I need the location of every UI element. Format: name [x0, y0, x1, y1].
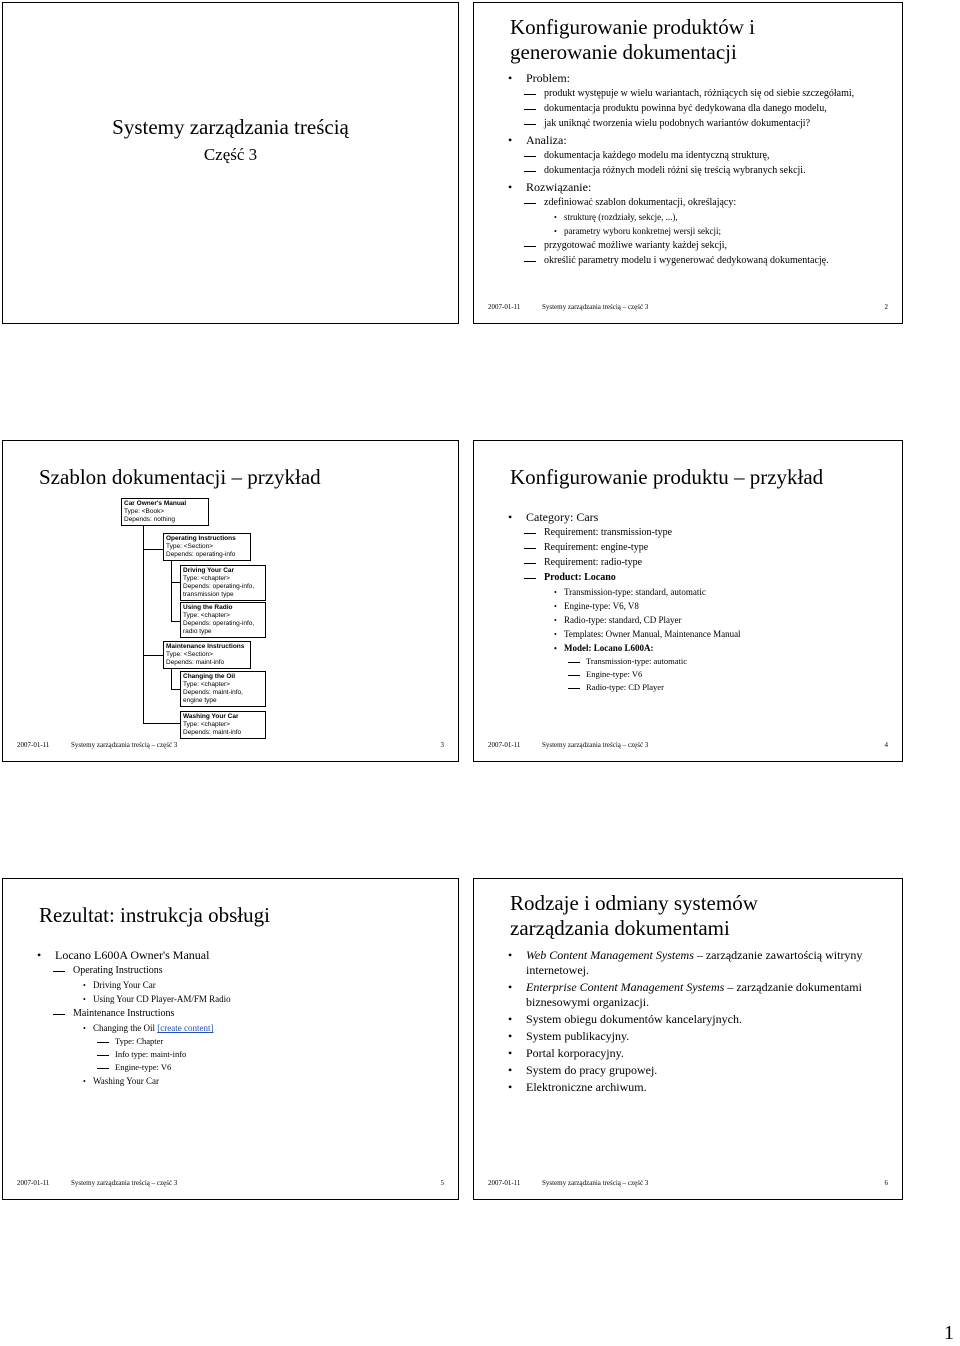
slide-5-footer: [3, 1179, 458, 1191]
bullet-problem-2: dokumentacja produktu powinna być dedykowana dla danego modelu,: [506, 102, 894, 116]
ecm-term: Enterprise Content Management Systems: [526, 980, 725, 994]
bullet-model-1: Transmission-type: automatic: [506, 655, 894, 668]
bullet-product-3: • Radio-type: standard, CD Player: [506, 614, 894, 627]
bullet-rozw-2: przygotować możliwe warianty każdej sekcji,: [506, 239, 894, 253]
bullet-model-2: Engine-type: V6: [506, 668, 894, 681]
bullet-system-5: • Elektroniczne archiwum.: [506, 1080, 894, 1095]
footer-date: 2007-01-11: [488, 1179, 521, 1187]
footer-date: 2007-01-11: [488, 303, 521, 311]
slide-6-title-line1: Rodzaje i odmiany systemów: [510, 891, 758, 915]
slide-4-footer: [474, 741, 902, 753]
slide-2-footer: [474, 303, 902, 315]
slide-5-title: Rezultat: instrukcja obsługi: [39, 903, 270, 927]
oil-label: Changing the Oil: [93, 1023, 155, 1033]
tree-line: [171, 666, 172, 690]
tree-line: [143, 549, 163, 550]
slide-6-footer: [474, 1179, 902, 1191]
footer-page: 5: [440, 1179, 444, 1187]
wcm-desc: – zarządzanie zawartością witryny internetowej.: [526, 948, 863, 977]
slide-3: [2, 440, 459, 762]
bullet-problem-1: produkt występuje w wielu wariantach, różniących się od siebie szczegółami,: [506, 87, 894, 101]
footer-page: 2: [884, 303, 888, 311]
tree-line: [171, 621, 180, 622]
bullet-requirement-2: Requirement: engine-type: [506, 541, 894, 555]
bullet-wcm: [506, 948, 894, 978]
footer-text: Systemy zarządzania treścią – część 3: [542, 741, 649, 749]
bullet-system-4: • System do pracy grupowej.: [506, 1063, 894, 1078]
bullet-analiza-1: dokumentacja każdego modelu ma identyczną strukturę,: [506, 149, 894, 163]
slide-6-title: [510, 891, 758, 941]
bullet-product-1: • Transmission-type: standard, automatic: [506, 586, 894, 599]
tree-node-oil: Changing the Oil Type: <chapter> Depends: maint-info, engine type: [180, 671, 266, 707]
tree-node-car-manual: Car Owner's Manual Type: <Book> Depends: nothing: [121, 498, 209, 526]
bullet-analiza: • Analiza:: [506, 133, 894, 148]
tree-line: [143, 525, 144, 723]
slide-4: [473, 440, 903, 762]
slide-5-content: [35, 946, 450, 1088]
tree-line: [171, 582, 180, 583]
slide-3-footer: [3, 741, 458, 753]
bullet-system-3: • Portal korporacyjny.: [506, 1046, 894, 1061]
bullet-rozw-1: zdefiniować szablon dokumentacji, określający:: [506, 196, 894, 210]
footer-page: 4: [884, 741, 888, 749]
tree-line: [171, 560, 172, 622]
bullet-oil-3: Engine-type: V6: [35, 1061, 450, 1074]
tree-node-operating: Operating Instructions Type: <Section> Depends: operating-info: [163, 533, 251, 561]
bullet-problem-3: jak uniknąć tworzenia wielu podobnych wariantów dokumentacji?: [506, 117, 894, 131]
footer-text: Systemy zarządzania treścią – część 3: [542, 303, 649, 311]
tree-node-driving: Driving Your Car Type: <chapter> Depends: operating-info, transmission type: [180, 565, 266, 601]
slide-2: [473, 2, 903, 324]
wcm-term: Web Content Management Systems: [526, 948, 694, 962]
bullet-ecm: [506, 980, 894, 1010]
bullet-requirement-3: Requirement: radio-type: [506, 556, 894, 570]
bullet-washing: • Washing Your Car: [35, 1075, 450, 1088]
slide-2-title-line2: generowanie dokumentacji: [510, 40, 737, 64]
bullet-product-2: • Engine-type: V6, V8: [506, 600, 894, 613]
page-number: 1: [944, 1322, 954, 1344]
bullet-system-2: • System publikacyjny.: [506, 1029, 894, 1044]
footer-date: 2007-01-11: [17, 1179, 50, 1187]
bullet-analiza-2: dokumentacja różnych modeli różni się treścią wybranych sekcji.: [506, 164, 894, 178]
tree-line: [171, 689, 180, 690]
tree-line: [143, 655, 163, 656]
tree-node-radio: Using the Radio Type: <chapter> Depends: operating-info, radio type: [180, 602, 266, 638]
bullet-model-3: Radio-type: CD Player: [506, 681, 894, 694]
bullet-rozw-sub-1: • strukturę (rozdziały, sekcje, ...),: [506, 211, 894, 224]
tree-node-maintenance: Maintenance Instructions Type: <Section> Depends: maint-info: [163, 641, 251, 669]
slide-3-title: Szablon dokumentacji – przykład: [39, 465, 321, 489]
footer-page: 6: [884, 1179, 888, 1187]
footer-text: Systemy zarządzania treścią – część 3: [542, 1179, 649, 1187]
slide-4-content: [506, 508, 894, 694]
bullet-oil-1: Type: Chapter: [35, 1035, 450, 1048]
bullet-operating-2: • Using Your CD Player-AM/FM Radio: [35, 993, 450, 1006]
bullet-model: • Model: Locano L600A:: [506, 642, 894, 655]
bullet-maintenance: Maintenance Instructions: [35, 1007, 450, 1021]
ecm-desc: – zarządzanie dokumentami biznesowymi organizacji.: [526, 980, 862, 1009]
bullet-requirement-1: Requirement: transmission-type: [506, 526, 894, 540]
slide-4-title: Konfigurowanie produktu – przykład: [510, 465, 824, 489]
bullet-rozw-sub-2: • parametry wyboru konkretnej wersji sekcji;: [506, 225, 894, 238]
tree-node-washing: Washing Your Car Type: <chapter> Depends: maint-info: [180, 711, 266, 739]
bullet-product-4: • Templates: Owner Manual, Maintenance Manual: [506, 628, 894, 641]
footer-date: 2007-01-11: [17, 741, 50, 749]
footer-text: Systemy zarządzania treścią – część 3: [71, 1179, 178, 1187]
bullet-system-1: • System obiegu dokumentów kancelaryjnych.: [506, 1012, 894, 1027]
slide-6-content: [506, 946, 894, 1095]
bullet-manual: • Locano L600A Owner's Manual: [35, 948, 450, 963]
tree-line: [143, 723, 180, 724]
bullet-operating-1: • Driving Your Car: [35, 979, 450, 992]
bullet-rozw-3: określić parametry modelu i wygenerować dedykowaną dokumentację.: [506, 254, 894, 268]
bullet-problem: • Problem:: [506, 71, 894, 86]
slide-1-subtitle: Część 3: [203, 145, 258, 164]
slide-6-title-line2: zarządzania dokumentami: [510, 916, 730, 940]
create-content-link[interactable]: [create content]: [157, 1023, 214, 1033]
bullet-product: Product: Locano: [506, 571, 894, 585]
bullet-operating: Operating Instructions: [35, 964, 450, 978]
footer-text: Systemy zarządzania treścią – część 3: [71, 741, 178, 749]
slide-1-title: Systemy zarządzania treścią: [112, 115, 349, 139]
bullet-rozwiazanie: • Rozwiązanie:: [506, 180, 894, 195]
slide-1: [2, 2, 459, 324]
bullet-oil-2: Info type: maint-info: [35, 1048, 450, 1061]
bullet-oil: [35, 1022, 450, 1035]
slide-2-title-line1: Konfigurowanie produktów i: [510, 15, 755, 39]
bullet-category: • Category: Cars: [506, 510, 894, 525]
slide-5: [2, 878, 459, 1200]
slide-6: [473, 878, 903, 1200]
slide-2-content: [506, 69, 894, 268]
footer-page: 3: [440, 741, 444, 749]
slide-2-title: [510, 15, 755, 65]
footer-date: 2007-01-11: [488, 741, 521, 749]
